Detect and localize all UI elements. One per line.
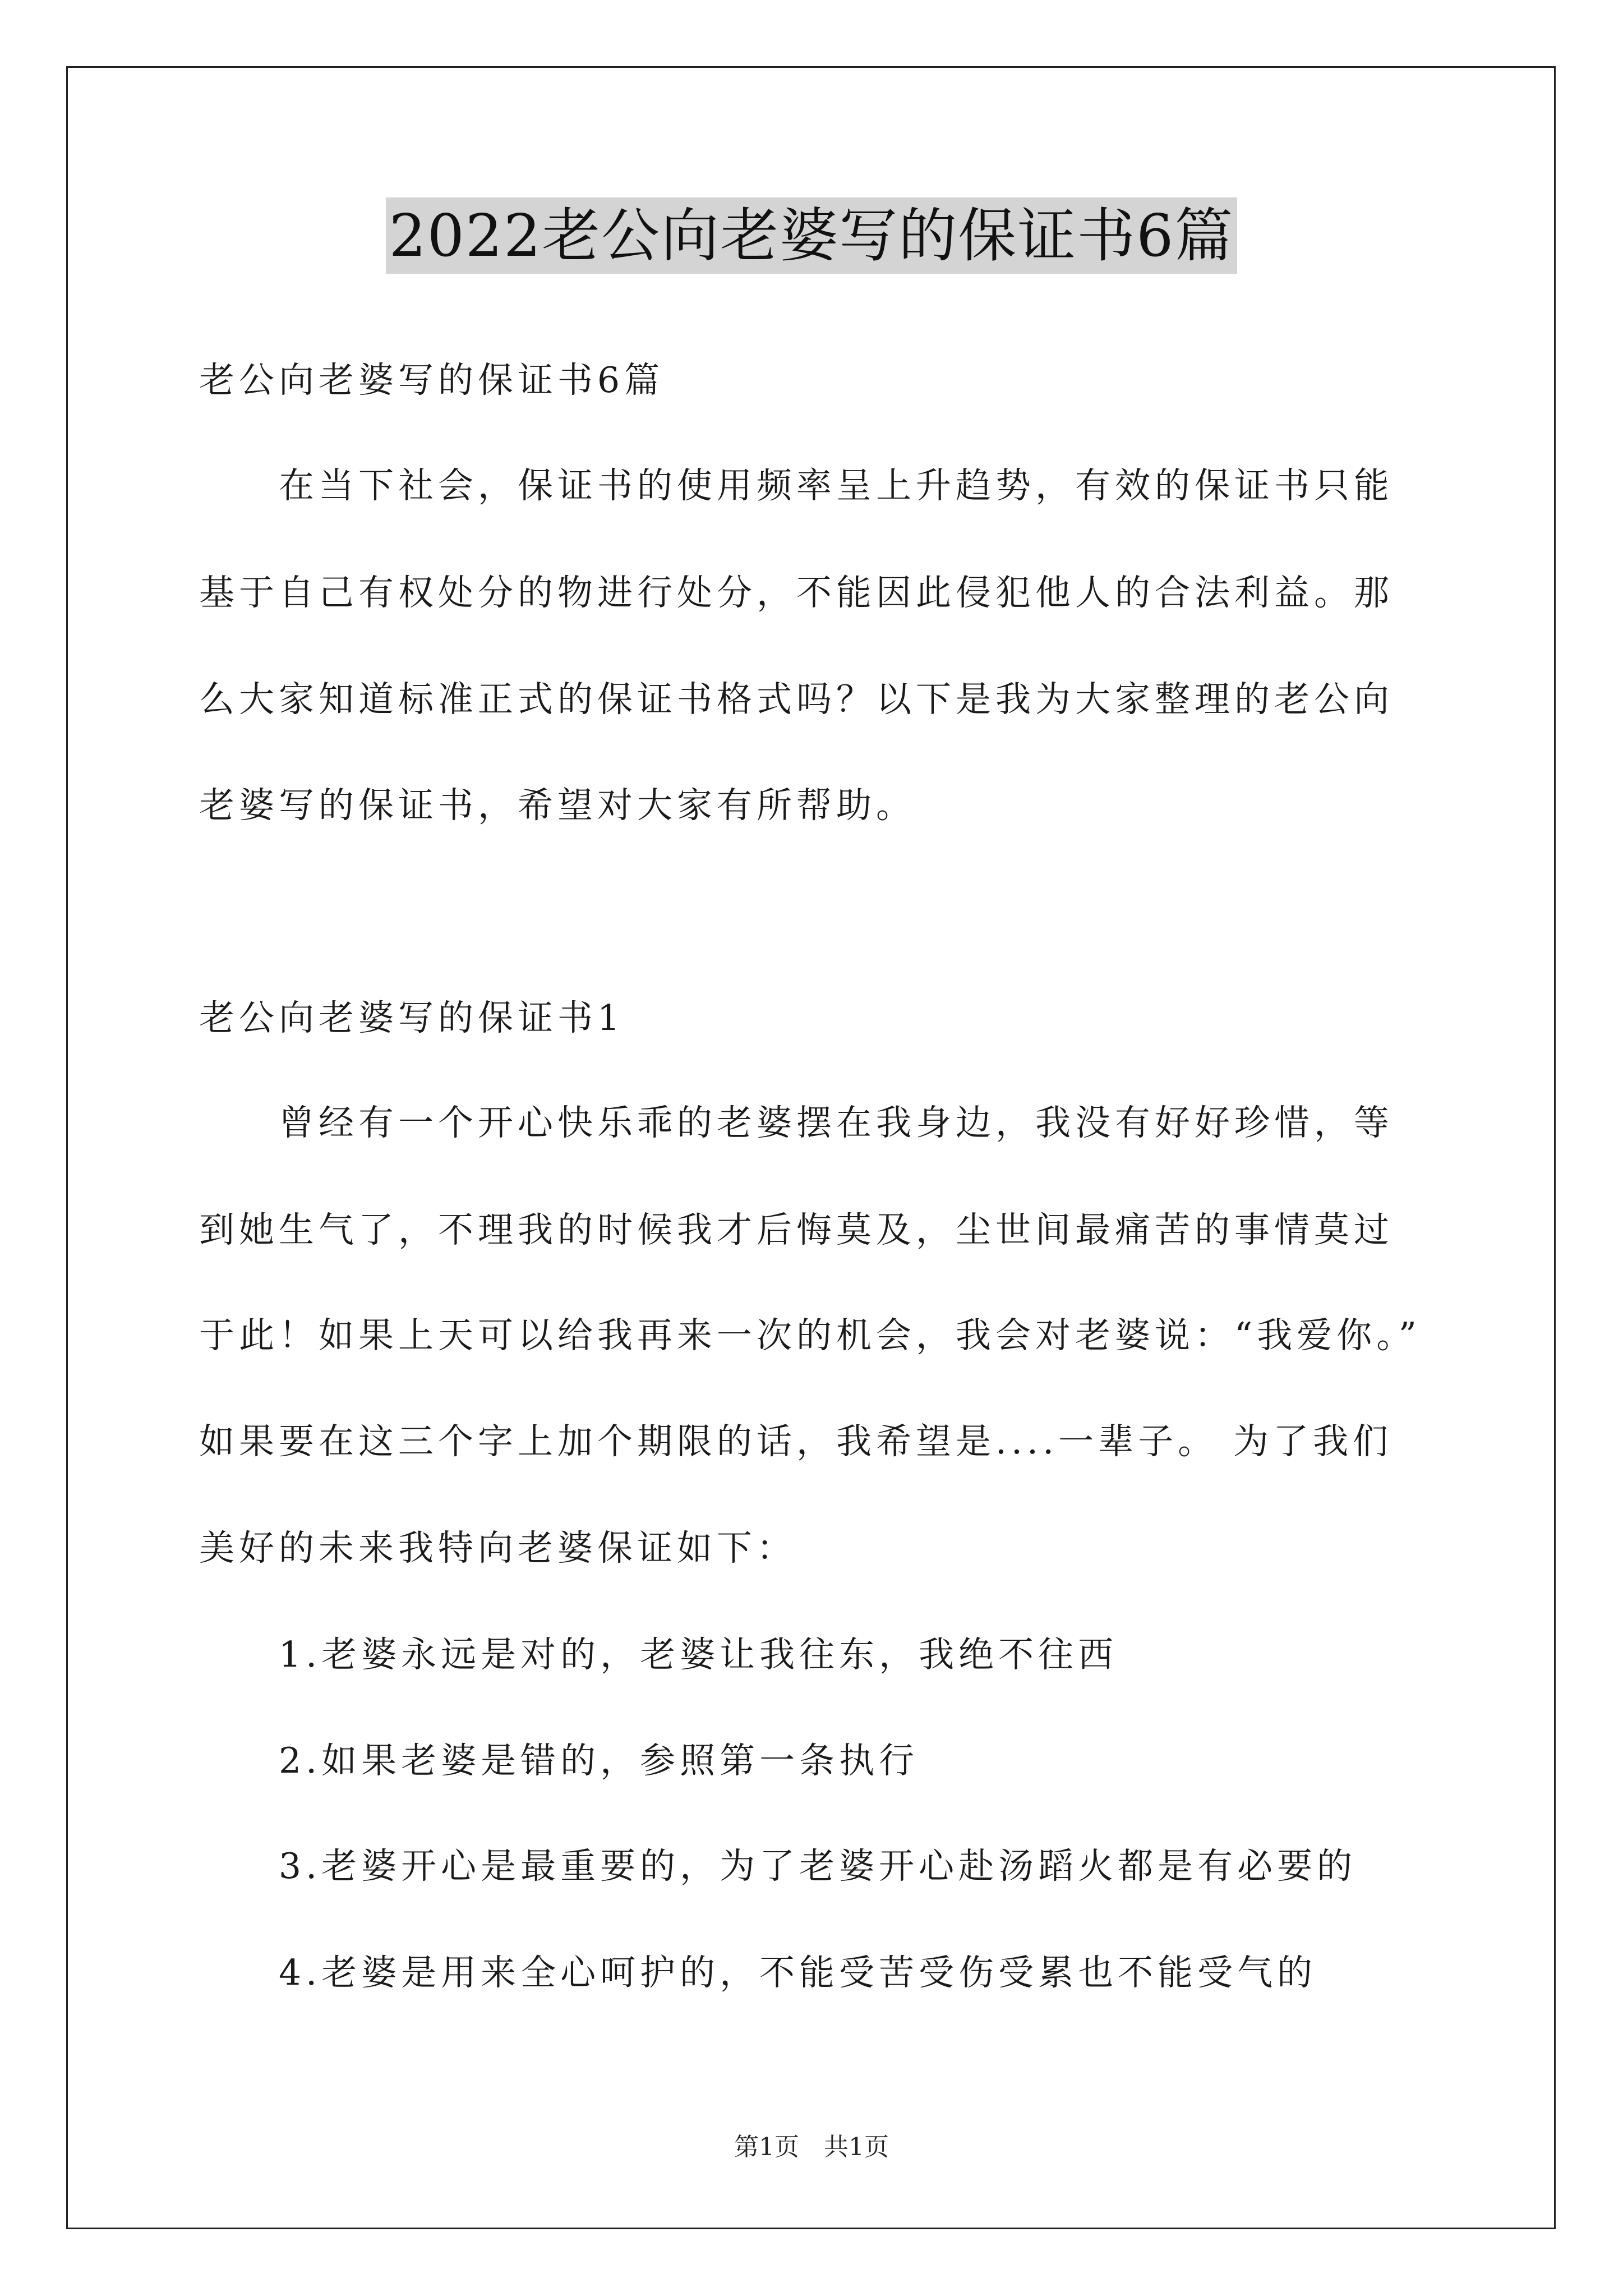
intro-paragraph-line: 在当下社会，保证书的使用频率呈上升趋势，有效的保证书只能 (279, 465, 1394, 506)
body-paragraph-line: 曾经有一个开心快乐乖的老婆摆在我身边，我没有好好珍惜，等 (279, 1102, 1394, 1143)
body-paragraph-line: 到她生气了，不理我的时候我才后悔莫及，尘世间最痛苦的事情莫过 (199, 1209, 1394, 1250)
intro-paragraph-line: 老婆写的保证书，希望对大家有所帮助。 (199, 785, 916, 826)
section-heading: 老公向老婆写的保证书1 (199, 997, 625, 1038)
list-item: 1.老婆永远是对的，老婆让我往东，我绝不往西 (279, 1634, 1118, 1675)
body-paragraph-line: 于此！如果上天可以给我再来一次的机会，我会对老婆说：“我爱你。” (199, 1315, 1421, 1356)
title-container (0, 197, 1623, 274)
page-footer: 第1页 共1页 (734, 2133, 889, 2161)
subtitle: 老公向老婆写的保证书6篇 (199, 360, 665, 401)
list-item: 4.老婆是用来全心呵护的，不能受苦受伤受累也不能受气的 (279, 1952, 1317, 1993)
body-paragraph-line: 如果要在这三个字上加个期限的话，我希望是....一辈子。 为了我们 (199, 1421, 1393, 1462)
body-paragraph-line: 美好的未来我特向老婆保证如下： (199, 1527, 796, 1568)
list-item: 2.如果老婆是错的，参照第一条执行 (279, 1740, 919, 1781)
intro-paragraph-line: 基于自己有权处分的物进行处分，不能因此侵犯他人的合法利益。那 (199, 572, 1394, 613)
list-item: 3.老婆开心是最重要的，为了老婆开心赴汤蹈火都是有必要的 (279, 1846, 1357, 1887)
intro-paragraph-line: 么大家知道标准正式的保证书格式吗？以下是我为大家整理的老公向 (199, 679, 1394, 720)
document-title: 2022老公向老婆写的保证书6篇 (386, 197, 1238, 274)
